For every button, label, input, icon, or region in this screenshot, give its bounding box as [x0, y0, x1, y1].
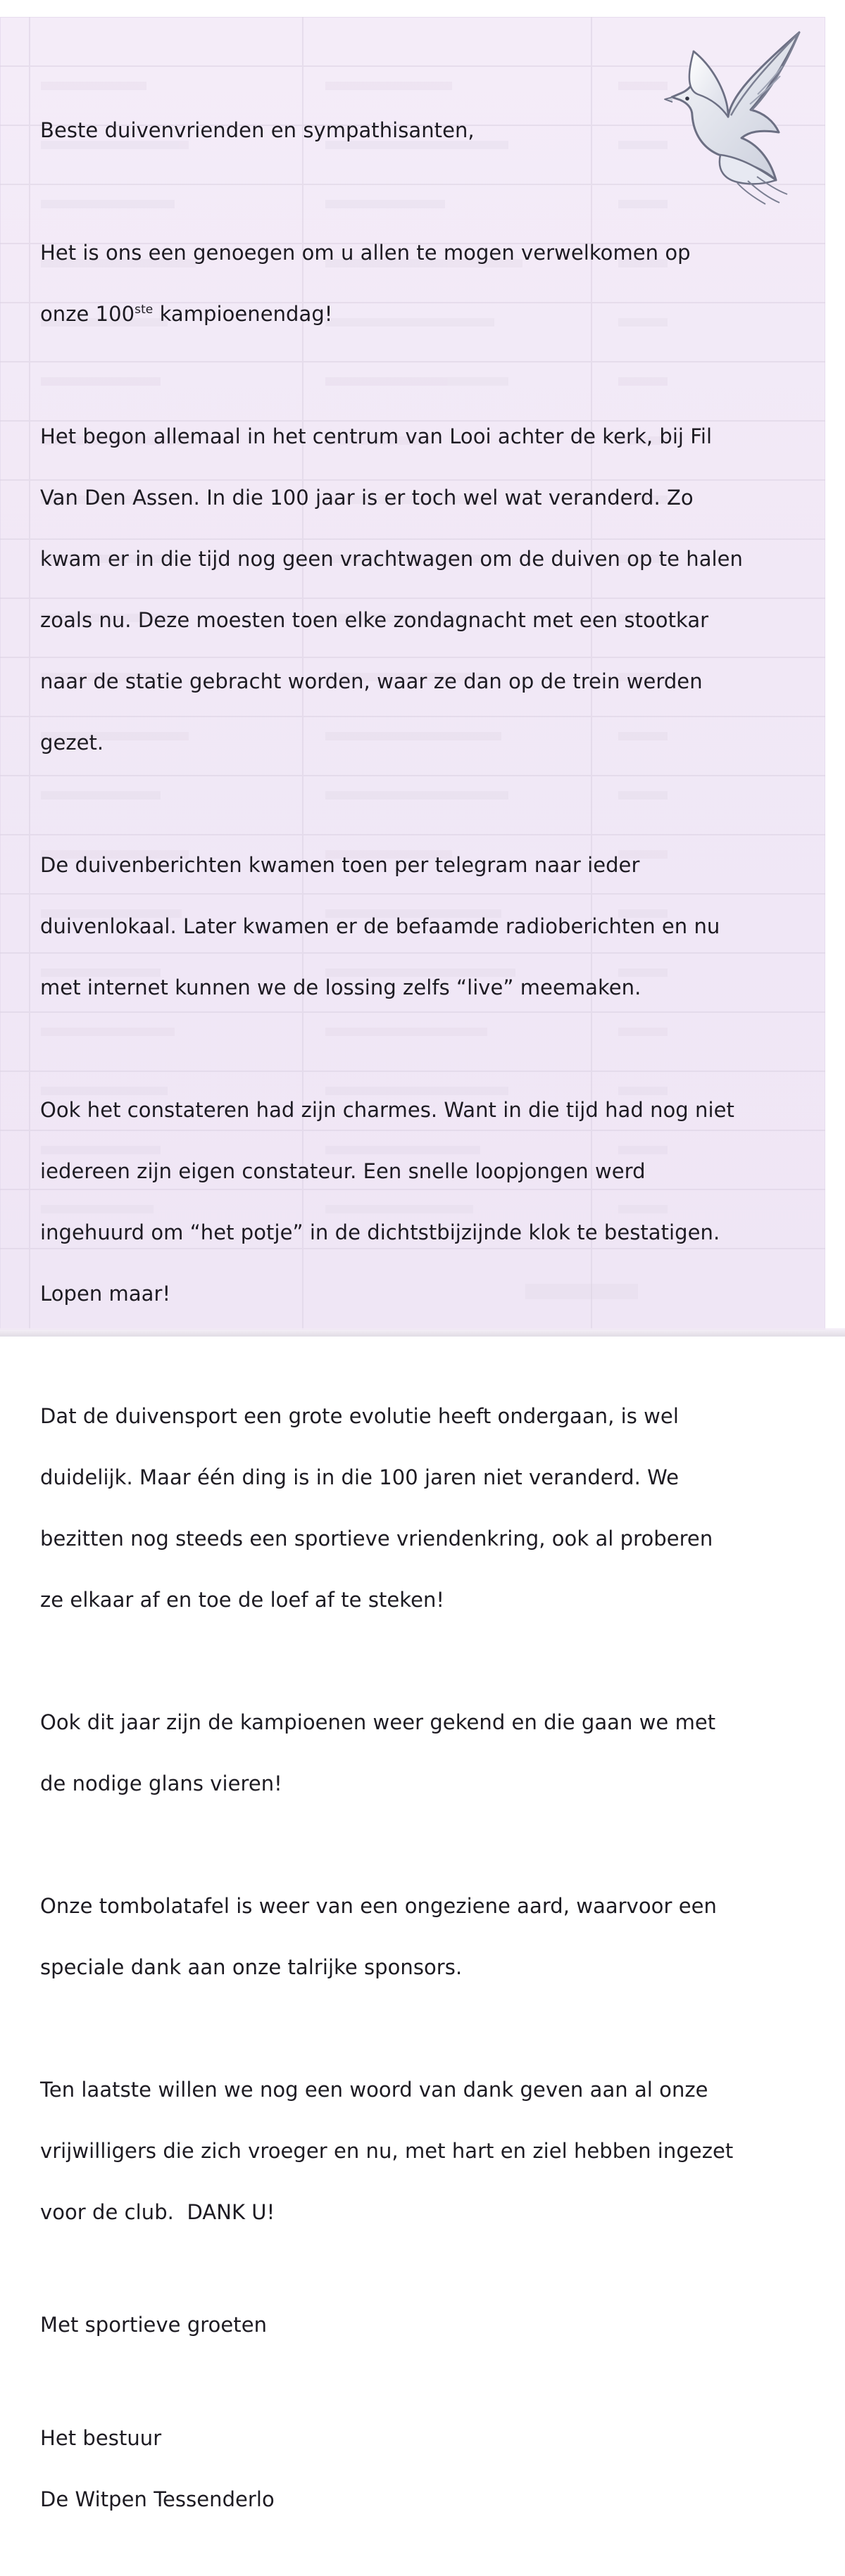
evolution-line-2: duidelijk. Maar één ding is in die 100 jaren niet veranderd. We [40, 1465, 680, 1489]
champions-line-2: de nodige glans vieren! [40, 1771, 282, 1795]
tombola-line-2: speciale dank aan onze talrijke sponsors. [40, 1955, 463, 1979]
signature-line-2: De Witpen Tessenderlo [40, 2487, 275, 2511]
intro-line-2-suffix: kampioenendag! [153, 301, 333, 326]
history-line-3: kwam er in die tijd nog geen vrachtwagen om de duiven op te halen [40, 546, 743, 571]
paragraph-champions [40, 1677, 744, 1830]
intro-line-1: Het is ons een genoegen om u allen te mogen verwelkomen op [40, 240, 691, 265]
tombola-line-1: Onze tombolatafel is weer van een ongeziene aard, waarvoor een [40, 1893, 717, 1918]
intro-paragraph [40, 207, 744, 360]
constateren-line-2: iedereen zijn eigen constateur. Een snelle loopjongen werd [40, 1158, 646, 1183]
signature [40, 2392, 744, 2546]
history-line-1: Het begon allemaal in het centrum van Looi achter de kerk, bij Fil [40, 424, 713, 448]
messages-line-3: met internet kunnen we de lossing zelfs “live” meemaken. [40, 975, 641, 999]
messages-line-2: duivenlokaal. Later kwamen er de befaamde radioberichten en nu [40, 914, 720, 938]
history-line-2: Van Den Assen. In die 100 jaar is er toch wel wat veranderd. Zo [40, 485, 694, 510]
intro-superscript: ste [134, 302, 154, 317]
closing-line: Met sportieve groeten [40, 2313, 268, 2337]
paragraph-constateren [40, 1064, 744, 1340]
intro-line-2 [40, 299, 744, 330]
paragraph-thanks [40, 2044, 744, 2259]
history-line-5: naar de statie gebracht worden, waar ze dan op de trein werden [40, 669, 703, 693]
constateren-line-1: Ook het constateren had zijn charmes. Want in die tijd had nog niet [40, 1097, 734, 1122]
paragraph-tombola [40, 1860, 744, 2014]
paragraph-evolution [40, 1370, 744, 1646]
thanks-line-1: Ten laatste willen we nog een woord van dank geven aan al onze [40, 2077, 708, 2102]
history-line-6: gezet. [40, 730, 104, 755]
constateren-line-3: ingehuurd om “het potje” in de dichtstbijzijnde klok te bestatigen. [40, 1220, 720, 1244]
evolution-line-4: ze elkaar af en toe de loef af te steken! [40, 1587, 445, 1612]
evolution-line-3: bezitten nog steeds een sportieve vriendenkring, ook al proberen [40, 1526, 713, 1551]
scan-bottom-edge [0, 1328, 845, 1337]
intro-line-2-prefix: onze 100 [40, 301, 135, 326]
salutation [40, 84, 744, 177]
signature-line-1: Het bestuur [40, 2425, 162, 2450]
paragraph-messages [40, 819, 744, 1034]
closing [40, 2280, 744, 2372]
messages-line-1: De duivenberichten kwamen toen per telegram naar ieder [40, 852, 640, 877]
thanks-line-2: vrijwilligers die zich vroeger en nu, met hart en ziel hebben ingezet [40, 2138, 734, 2163]
constateren-line-4: Lopen maar! [40, 1281, 171, 1306]
champions-line-1: Ook dit jaar zijn de kampioenen weer gekend en die gaan we met [40, 1710, 716, 1734]
salutation-line: Beste duivenvrienden en sympathisanten, [40, 118, 475, 142]
history-line-4: zoals nu. Deze moesten toen elke zondagnacht met een stootkar [40, 607, 709, 632]
paragraph-history [40, 391, 744, 789]
paper-sheet [0, 17, 825, 2511]
evolution-line-1: Dat de duivensport een grote evolutie heeft ondergaan, is wel [40, 1403, 679, 1428]
thanks-line-3: voor de club. DANK U! [40, 2199, 275, 2224]
